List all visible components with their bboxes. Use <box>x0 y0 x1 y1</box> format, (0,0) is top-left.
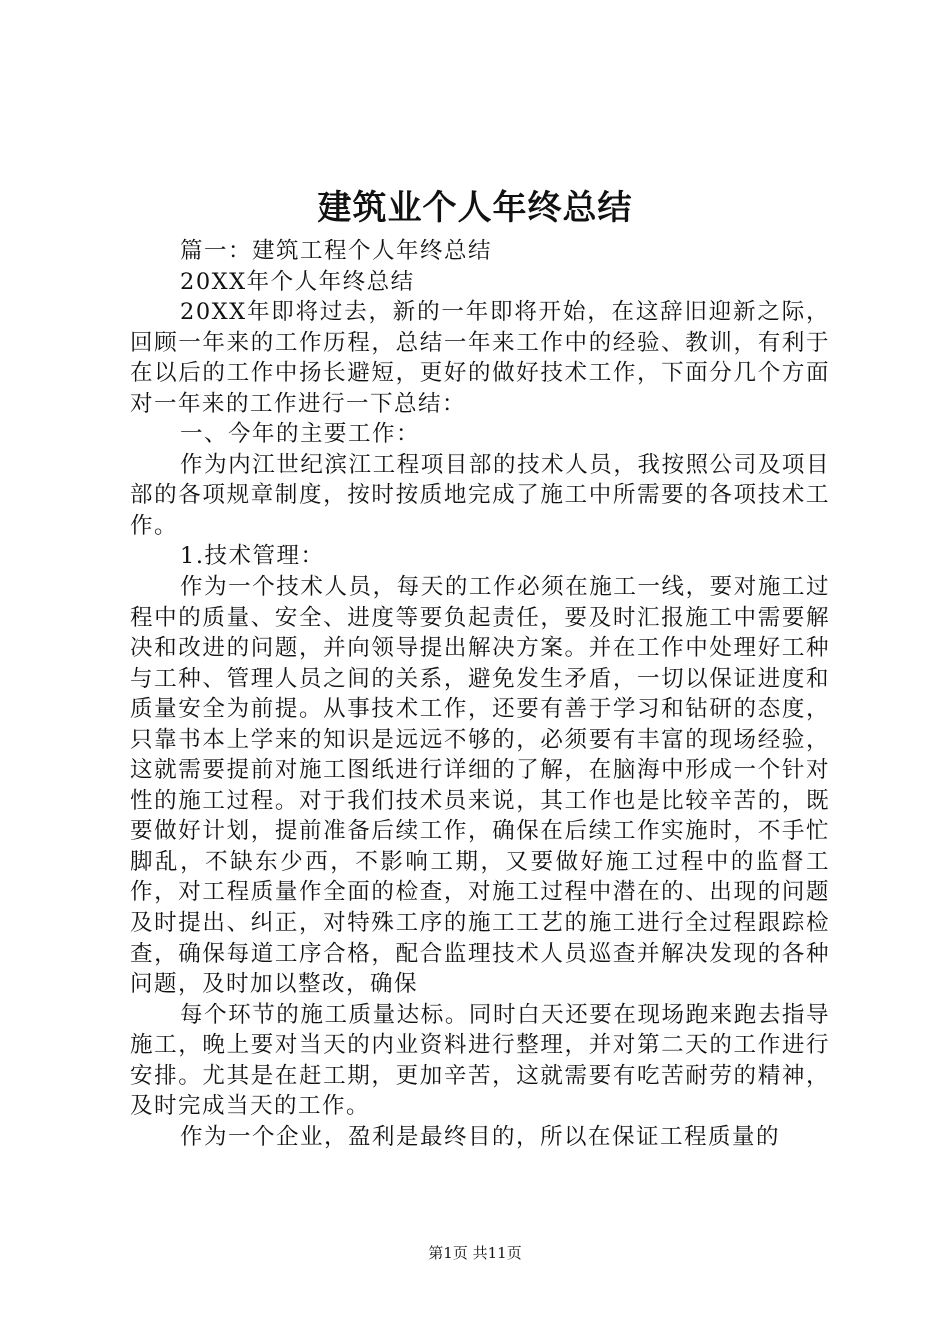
section-heading-main-work: 一、今年的主要工作： <box>180 421 421 448</box>
sub-heading: 20XX年个人年终总结 <box>180 268 415 295</box>
paragraph-role: 作为内江世纪滨江工程项目部的技术人员，我按照公司及项目部的各项规章制度，按时按质地完成了施工中所需要的各项技术工作。 <box>130 451 830 539</box>
paragraph-intro: 20XX年即将过去，新的一年即将开始，在这辞旧迎新之际，回顾一年来的工作历程，总结一年来工作中的经验、教训，有利于在以后的工作中扬长避短，更好的做好技术工作，下面分几个方面对一年来的工作进行一下总结： <box>130 299 830 417</box>
document-title: 建筑业个人年终总结 <box>317 188 633 228</box>
section-heading-tech-management: 1.技术管理： <box>180 543 325 570</box>
paragraph-quality: 每个环节的施工质量达标。同时白天还要在现场跑来跑去指导施工，晚上要对当天的内业资料进行整理，并对第二天的工作进行安排。尤其是在赶工期，更加辛苦，这就需要有吃苦耐劳的精神，及时完成当天的工作。 <box>130 1001 830 1120</box>
paragraph-tech-management: 作为一个技术人员，每天的工作必须在施工一线，要对施工过程中的质量、安全、进度等要负起责任，要及时汇报施工中需要解决和改进的问题，并向领导提出解决方案。并在工作中处理好工种与工种、管理人员之间的关系，避免发生矛盾，一切以保证进度和质量安全为前提。从事技术工作，还要有善于学习和钻研的态度，只靠书本上学来的知识是远远不够的，必须要有丰富的现场经验，这就需要提前对施工图纸进行详细的了解，在脑海中形成一个针对性的施工过程。对于我们技术员来说，其工作也是比较辛苦的，既要做好计划，提前准备后续工作，确保在后续工作实施时，不手忙脚乱，不缺东少西，不影响工期，又要做好施工过程中的监督工作，对工程质量作全面的检查，对施工过程中潜在的、出现的问题及时提出、纠正，对特殊工序的施工工艺的施工进行全过程跟踪检查，确保每道工序合格，配合监理技术人员巡查并解决发现的各种问题，及时加以整改，确保 <box>130 574 830 998</box>
paragraph-profit: 作为一个企业，盈利是最终目的，所以在保证工程质量的 <box>180 1123 781 1150</box>
page-number-footer: 第1页 共11页 <box>428 1244 522 1262</box>
document-body <box>130 236 830 1152</box>
section-heading: 篇一：建筑工程个人年终总结 <box>180 238 493 264</box>
